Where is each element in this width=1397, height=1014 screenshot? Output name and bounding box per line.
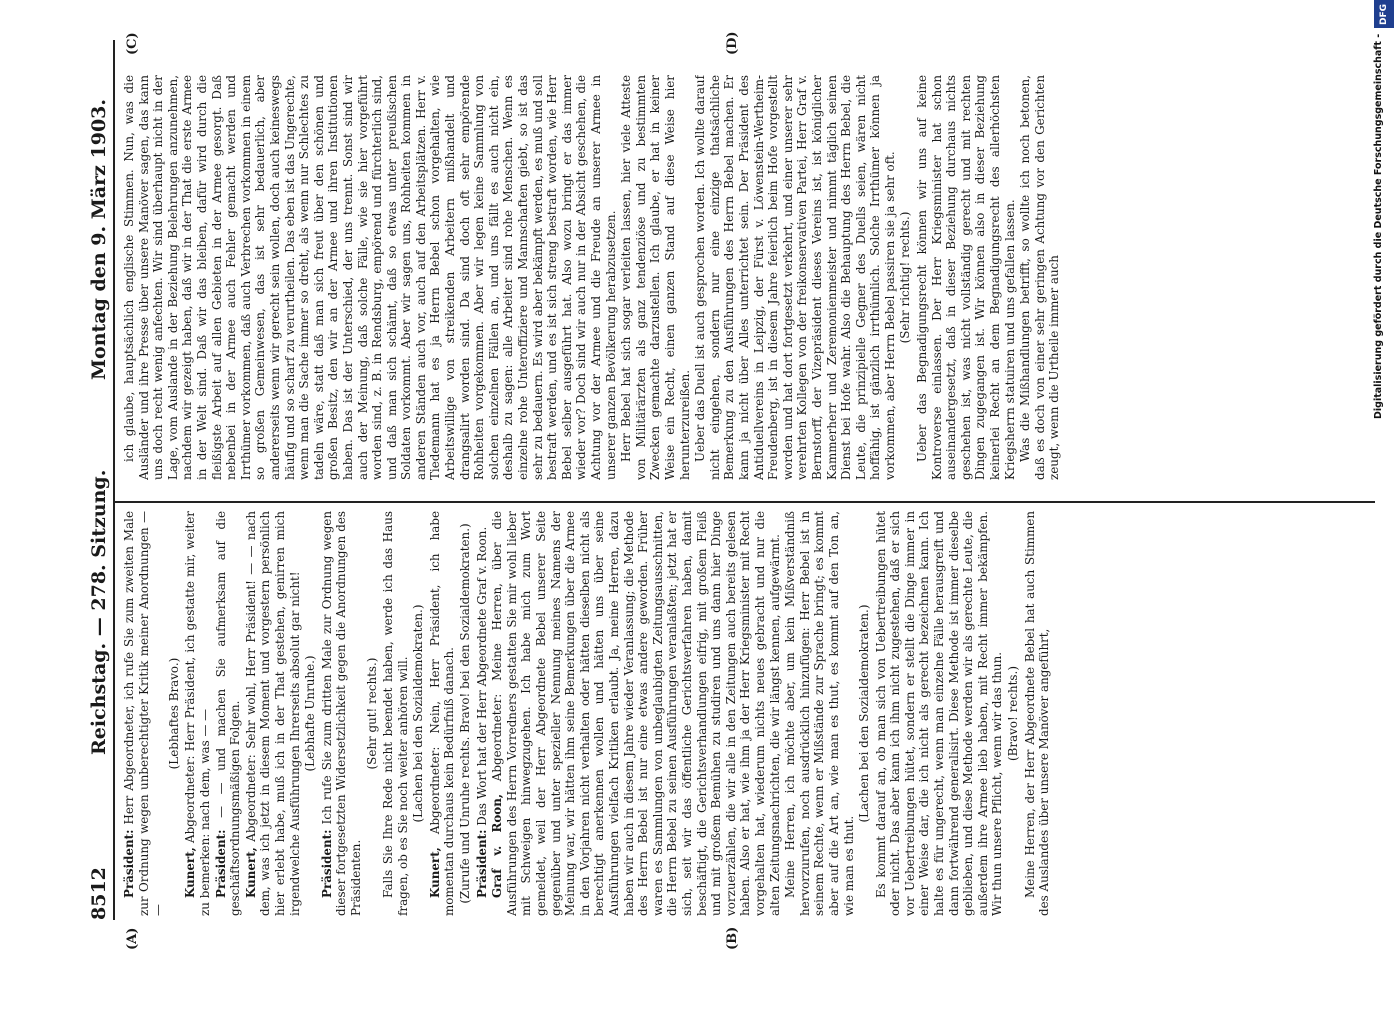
left-text-column [122, 511, 1372, 916]
paragraph-text: ich glaube, hauptsächlich englische Stimmen. Nun, was die Ausländer und ihre Presse über unsere Manöver sagen, das kann uns doch recht wenig anfechten. Wir sind überhaupt nicht in der Lage, vom Auslande in der Beziehung Belehrungen anzunehmen, nachdem wir gezeigt haben, daß wir in der That die erste Armee in der Welt sind. Daß wir das bleiben, dafür wird durch die fleißigste Arbeit auf allen Gebieten in der Armee gesorgt. Daß nebenbei in der Armee auch Fehler gemacht werden und Irrthümer vorkommen, daß auch Verbrechen vorkommen in einem so großen Gemeinwesen, das ist sehr bedauerlich, aber andererseits wenn wir gerecht sein wollen, doch auch keineswegs häufig und so scharf zu verurtheilen. Das eben ist das Ungerechte, wenn man die Sache immer so dreht, als wenn nur Schlechtes zu tadeln wäre, statt daß man sich freut über den schönen und großen Besitz, den wir an der Armee und ihren Institutionen haben. Das ist der Unterschied, der uns trennt. Sonst sind wir auch der Meinung, daß solche Fälle, wie sie hier vorgeführt worden sind, z. B. in Rendsburg, empörend und fürchterlich sind, und daß man sich schämt, daß so etwas unter preußischen Soldaten vorkommt. Aber wir sagen uns, Rohheiten kommen in anderen Ständen auch vor, auch auf den Arbeitsplätzen. Herr v. Tiedemann hat es ja Herrn Bebel schon vorgehalten, wie Arbeitswillige von streikenden Arbeitern mißhandelt und drangsalirt worden sind. Da sind doch oft sehr empörende Rohheiten vorgekommen. Aber wir legen keine Sammlung von solchen einzelnen Fällen an, und uns fällt es auch nicht ein, deshalb zu sagen: alle Arbeiter sind rohe Menschen. Wenn es einzelne rohe Unteroffiziere und Mannschaften giebt, so ist das sehr zu bedauern. Es wird aber bekämpft werden, es muß und soll bestraft werden, und es ist sich streng bestraft worden, wie Herr Bebel selber ausgeführt hat. Also wozu bringt er das immer wieder vor? Doch sind wir auch nur in der Absicht geschehen, die Achtung vor der Armee und die Freude an unserer Armee in unserer ganzen Bevölkerung herabzusetzen. [122, 75, 618, 480]
paragraph [490, 511, 782, 916]
paragraph-text: Ueber das Begnadigungsrecht können wir uns auf keine Kontroverse einlassen. Der Herr Kriegsminister hat schon auseinandergesetzt, daß in dieser Beziehung durchaus nichts geschehen ist, was nicht vollständig gerecht und mit rechten Dingen zugegangen ist. Wir können also in dieser Beziehung keinerlei Recht an dem Begnadigungsrecht des allerhöchsten Kriegsherrn statuiren und uns gefallen lassen. [915, 75, 1017, 480]
paragraph [214, 511, 243, 916]
paragraph [122, 511, 166, 916]
dfg-logo: DFG [1374, 0, 1394, 28]
paragraph-text: Herr Bebel hat sich sogar verleiten lassen, hier viele Atteste von Militärärzten als ganz tendenziöse und zu bestimmten Zwecken gemachte darzustellen. Ich glaube, er hat in keiner Weise ein Recht, einen ganzen Stand auf diese Weise hier herunterzureißen. [619, 75, 692, 480]
paragraph-text: Meine Herren, ich möchte aber, um kein Mißverständniß hervorzurufen, noch ausdrücklich hinzufügen: Herr Bebel ist in seinem Rechte, wenn er Mißstände zur Sprache bringt; es kommt aber auf die Art an, wie man es thut, es kommt auf den Ton an, wie man es thut. [783, 511, 856, 916]
stage-direction: (Lachen bei den Sozialdemokraten.) [857, 604, 872, 823]
margin-marker-a: (A) [125, 927, 140, 950]
stage-direction: (Bravo! rechts.) [1006, 666, 1021, 761]
paragraph-text: Falls Sie Ihre Rede nicht beendet haben, werde ich das Haus fragen, ob es Sie noch weiter anhören will. [381, 511, 410, 916]
paragraph-text: Meine Herren, der Herr Abgeordnete Bebel hat auch Stimmen des Auslandes über unsere Manöver angeführt, [1022, 511, 1052, 916]
column-divider [115, 501, 1375, 503]
paragraph [428, 511, 457, 916]
paragraph-text: Was die Mißhandlungen betrifft, so wollte ich noch betonen, daß es doch von einer sehr geringen Achtung vor den Gerichten zeugt, wenn die Urtheile immer auch [1018, 75, 1062, 480]
session-title: Reichstag. — 278. Sitzung. [88, 469, 110, 755]
paragraph [783, 511, 856, 916]
stage-direction: (Lebhaftes Bravo.) [166, 657, 181, 770]
speaker-name: Kunert, [243, 847, 258, 898]
paragraph [619, 75, 692, 480]
speaker-name: Kunert, [183, 847, 198, 898]
speaker-name: Präsident: [122, 829, 136, 898]
margin-marker-c: (C) [125, 32, 140, 55]
paragraph-text: Abgeordneter: Herr Präsident, ich gestatte mir, weiter zu bemerken: nach dem, was — — [183, 511, 212, 916]
margin-marker-b: (B) [725, 926, 740, 950]
speaker-name: Graf v. Roon, [490, 794, 505, 898]
header-divider [113, 40, 115, 920]
paragraph [183, 511, 212, 916]
paragraph [915, 75, 1017, 480]
paragraph-text: Das Wort hat der Herr Abgeordnete Graf v. Roon. [474, 526, 489, 826]
margin-marker-d: (D) [725, 31, 740, 55]
session-date: Montag den 9. März 1903. [88, 98, 110, 380]
paragraph [874, 511, 1005, 916]
paragraph-text: Es kommt darauf an, ob man sich von Uebertreibungen hütet oder nicht. Das aber kann ich ihm nicht zugestehen, daß er sich vor Uebertreibungen hütet, sondern er stellt die Dinge immer in einer Weise dar, die ich nicht als gerecht bezeichnen kann. Ich halte es für ungerecht, wenn man einzelne Fälle herausgreift und dann fortwährend generalisirt. Diese Methode ist immer dieselbe geblieben, und diese Methode werden wir als gerechte Leute, die außerdem ihre Armee lieb haben, mit Recht immer bekämpfen. Wir thun unsere Pflicht, wenn wir das thun. [873, 511, 1005, 916]
paragraph [475, 511, 490, 916]
paragraph-text: Abgeordneter: Meine Herren, über die Ausführungen des Herrn Vorredners gestatten Sie mir wohl lieber mit Schweigen hinwegzugehen. Ich habe mich zum Wort gemeldet, weil der Herr Abgeordnete Bebel unserer Seite gegenüber und unter spezieller Nennung meines Namens der Meinung war, wir hätten ihm seine Bemerkungen über die Armee in den Vorjahren nicht verhalten oder hätten dieselben nicht als berechtigt anerkennen wollen und hätten uns über seine Ausführungen vielfach Kritiken erlaubt. Ja, meine Herren, dazu haben wir auch in diesem Jahre wieder Veranlassung; die Methode des Herrn Bebel ist nur eine etwas andere geworden. Früher waren es Sammlungen von unbeglaubigten Zeitungsausschnitten, die Herrn Bebel zu seinen Ausführungen veranlaßten; jetzt hat er sich, seit wir das öffentliche Gerichtsverfahren haben, damit beschäftigt, die Gerichtsverhandlungen eifrig, mit großem Fleiß und mit großem Bemühen zu studiren und uns dann hier Dinge vorzuerzählen, die wir alle in den Zeitungen auch bereits gelesen haben. Also er hat, wie ihm ja der Herr Kriegsminister mit Recht vorgehalten hat, wiederum nichts neues gebracht und nur die alten Zeitungsnachrichten, die wir längst kennen, aufgewärmt. [490, 511, 782, 916]
speaker-name: Präsident: [213, 829, 228, 898]
paragraph-text: — — und machen Sie aufmerksam auf die geschäftsordnungsmäßigen Folgen. [213, 511, 243, 916]
paragraph-text: Abgeordneter: Nein, Herr Präsident, ich habe momentan durchaus kein Bedürfniß danach. [427, 511, 457, 916]
paragraph [693, 75, 897, 480]
stage-direction: (Zurufe und Unruhe rechts. Bravo! bei den Sozialdemokraten.) [458, 523, 473, 904]
paragraph-text: Ich rufe Sie zum dritten Male zur Ordnung wegen dieser fortgesetzten Widersetzlichkeit gegen die Anordnungen des Präsidenten. [319, 511, 363, 916]
paragraph [1023, 511, 1052, 916]
digitization-stamp: Digitalisierung gefördert durch die Deutsche Forschungsgemeinschaft - [1373, 34, 1384, 420]
stage-direction: (Lebhafte Unruhe.) [303, 655, 318, 772]
paragraph-text: Abgeordneter: Sehr wohl, Herr Präsident! — — nach dem, was ich jetzt in diesem Moment und vorgestern persönlich hier erlebt habe, muß ich in der That gestehen, genirren mich irgendwelche Ausführungen Ihrerseits absolut gar nicht! [243, 511, 302, 916]
stage-direction: (Lachen bei den Sozialdemokraten.) [411, 604, 426, 823]
paragraph [320, 511, 364, 916]
right-text-column [122, 75, 1372, 480]
page-number: 8512 [88, 867, 110, 920]
stage-direction: (Sehr richtig! rechts.) [898, 211, 913, 344]
speaker-name: Kunert, [427, 847, 442, 898]
paragraph-text: Ueber das Duell ist auch gesprochen worden. Ich wollte darauf nicht eingehen, sondern nur eine einzige thatsächliche Bemerkung zu den Ausführungen des Herrn Bebel machen. Er kann ja nicht über Alles unterrichtet sein. Der Präsident des Antiduellvereins in Leipzig, der Fürst v. Löwenstein-Wertheim-Freudenberg, ist in diesem Jahre feierlich beim Hofe vorgestellt worden und hat dort fortgesetzt verkehrt, und einer unserer sehr verehrten Kollegen von der freikonservativen Partei, Herr Graf v. Bernstorff, der Vizepräsident dieses Vereins ist, ist königlicher Kammerherr und Zeremonienmeister und nimmt täglich seinen Dienst bei Hofe wahr. Also die Behauptung des Herrn Bebel, die Leute, die prinzipielle Gegner des Duells seien, wären nicht hoffähig, ist gänzlich irrthümlich. Solche Irrthümer können ja vorkommen, aber Herrn Bebel passiren sie ja sehr oft. [693, 75, 897, 480]
page-header [82, 40, 116, 920]
paragraph [122, 75, 618, 480]
paragraph [1018, 75, 1062, 480]
paragraph [381, 511, 410, 916]
stage-direction: (Sehr gut! rechts.) [364, 657, 379, 770]
paragraph-text: Herr Abgeordneter, ich rufe Sie zum zweiten Male zur Ordnung wegen unberechtigter Kritik meiner Anordnungen — — [122, 511, 166, 916]
speaker-name: Präsident: [474, 829, 489, 898]
paragraph [244, 511, 302, 916]
speaker-name: Präsident: [319, 829, 334, 898]
